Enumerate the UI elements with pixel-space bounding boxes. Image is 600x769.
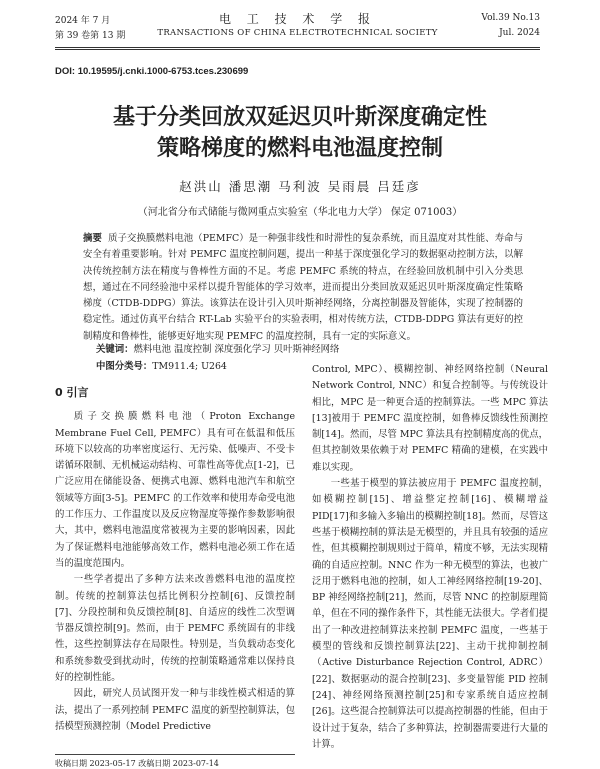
paragraph: 一些基于模型的算法被应用于 PEMFC 温度控制，如模糊控制[15]、增益整定控制[16]、模糊增益 PID[17]和多输入多输出的模糊控制[18]。然而，尽管这些基于模糊控制的算法是无模型的，并且具有较强的适应性，但其模糊控制规则过于简单，精度不够，无法实现精确的自适应控制。NNC 作为一种无模型的算法，也被广泛用于燃料电池的控制，如人工神经网络控制[19-20]、BP 神经网络控制[21]，然而，尽管 NNC 的控制原理简单，但在不同的操作条件下，其性能无法很大。学者们提出了一种改进控制算法来控制 PEMFC 温度，一些基于模型的管线和反馈控制算法[22]、主动干扰抑制控制（Active Disturbance Rejection Control, ADRC）[22]、数据驱动的混合控制[23]、多变量智能 PID 控制[24]、神经网络预测控制[25]和专家系统自适应控制[26]。这些混合控制算法可以提高控制器的性能，但由于设计过于复杂，结合了多种算法，控制器需要进行大量的计算。	[312, 478, 548, 750]
section-heading-introduction: 0 引言	[55, 386, 89, 399]
header-rule-thin	[55, 49, 540, 50]
running-header	[55, 10, 540, 46]
header-volume-cn: 第 39 卷第 13 期	[55, 31, 126, 41]
clc-text: TM911.4; U264	[152, 361, 227, 372]
paragraph: 质子交换膜燃料电池（Proton Exchange Membrane Fuel Cell, PEMFC）具有可在低温和低压环境下以较高的功率密度运行、无污染、低噪声、不受卡诺循环限制、无机械运动结构、可靠性高等优点[1-2]，已广泛应用在储能设备、便携式电源、燃料电池汽车和航空领域等方面[3-5]。PEMFC 的工作效率和使用寿命受电池的工作压力、工作温度以及反应物湿度等操作参数影响很大，其中，燃料电池温度常被视为主要的影响因素，因此为了保证燃料电池能够高效工作，燃料电池必须工作在适当的温度范围内。	[55, 411, 295, 569]
header-rule-thick	[55, 47, 540, 48]
header-volume-en: Vol.39 No.13	[481, 13, 540, 23]
header-month-en: Jul. 2024	[499, 28, 540, 38]
journal-title-cn: 电 工 技 术 学 报	[218, 12, 377, 26]
title-line-1: 基于分类回放双延迟贝叶斯深度确定性	[112, 105, 487, 130]
abstract-text: 质子交换膜燃料电池（PEMFC）是一种强非线性和时滞性的复杂系统，而且温度对其性能、寿命与安全有着重要影响。针对 PEMFC 温度控制问题，提出一种基于深度强化学习的数据驱动控制方法，以解决传统控制方法在精度与鲁棒性方面的不足。考虑 PEMFC 系统的特点，在经验回放机制中引入分类思想，通过在不同经验池中采样以提升智能体的学习效率，进而提出分类回放双延迟贝叶斯深度确定性策略梯度（CTDB-DDPG）算法。该算法在设计引入贝叶斯神经网络，分离控制器及智能体，实现了控制器的稳定性。通过仿真平台结合 RT-Lab 实验平台的实验表明，相对传统方法，CTDB-DDPG 算法有更好的控制精度和鲁棒性，能够更好地实现 PEMFC 的温度控制，具有一定的实际意义。	[83, 233, 523, 342]
keywords-label: 关键词：	[96, 344, 134, 355]
journal-title-en: TRANSACTIONS OF CHINA ELECTROTECHNICAL SOCIETY	[157, 28, 438, 38]
header-date: 2024 年 7 月	[55, 16, 111, 26]
abstract	[83, 231, 523, 345]
paper-title	[40, 102, 560, 164]
title-line-2: 策略梯度的燃料电池温度控制	[156, 136, 443, 161]
paragraph: 一些学者提出了多种方法来改善燃料电池的温度控制。传统的控制算法包括比例积分控制[6]、反馈控制[7]、分段控制和负反馈控制[8]、自适应的线性二次型调节器反馈控制[9]。然而，由于 PEMFC 系统固有的非线性，这些控制算法存在局限性。特别是，当负载动态变化和系统参数受到扰动时，传统的控制策略通常难以保持良好的控制性能。	[55, 574, 295, 684]
authors: 赵洪山 潘思潮 马利波 吴雨晨 吕廷彦	[179, 179, 421, 194]
right-column	[312, 362, 548, 753]
affiliation: （河北省分布式储能与微网重点实验室（华北电力大学） 保定 071003）	[137, 207, 463, 218]
paragraph: 因此，研究人员试图开发一种与非线性模式相适的算法，提出了一系列控制 PEMFC 温度的新型控制算法，包括模型预测控制（Model Predictive	[55, 688, 295, 732]
keywords	[96, 341, 526, 355]
abstract-label: 摘要	[83, 233, 102, 244]
footnote-dates: 收稿日期 2023-05-17 改稿日期 2023-07-14	[55, 754, 295, 769]
clc-label: 中图分类号：	[96, 361, 153, 372]
paragraph: Control, MPC）、模糊控制、神经网络控制（Neural Network Control, NNC）和复合控制等。与传统设计相比，MPC 是一种更合适的控制算法。一些 MPC 算法[13]被用于 PEMFC 温度控制，如鲁棒反馈线性预测控制[14]。然而，尽管 MPC 算法具有控制精度高的优点，但其控制效果依赖于对 PEMFC 精确的建模，在实践中难以实现。	[312, 364, 548, 473]
left-column	[55, 385, 295, 735]
doi[interactable]: DOI: 10.19595/j.cnki.1000-6753.tces.230699	[55, 66, 249, 77]
keywords-text: 燃料电池 温度控制 深度强化学习 贝叶斯神经网络	[133, 344, 340, 355]
